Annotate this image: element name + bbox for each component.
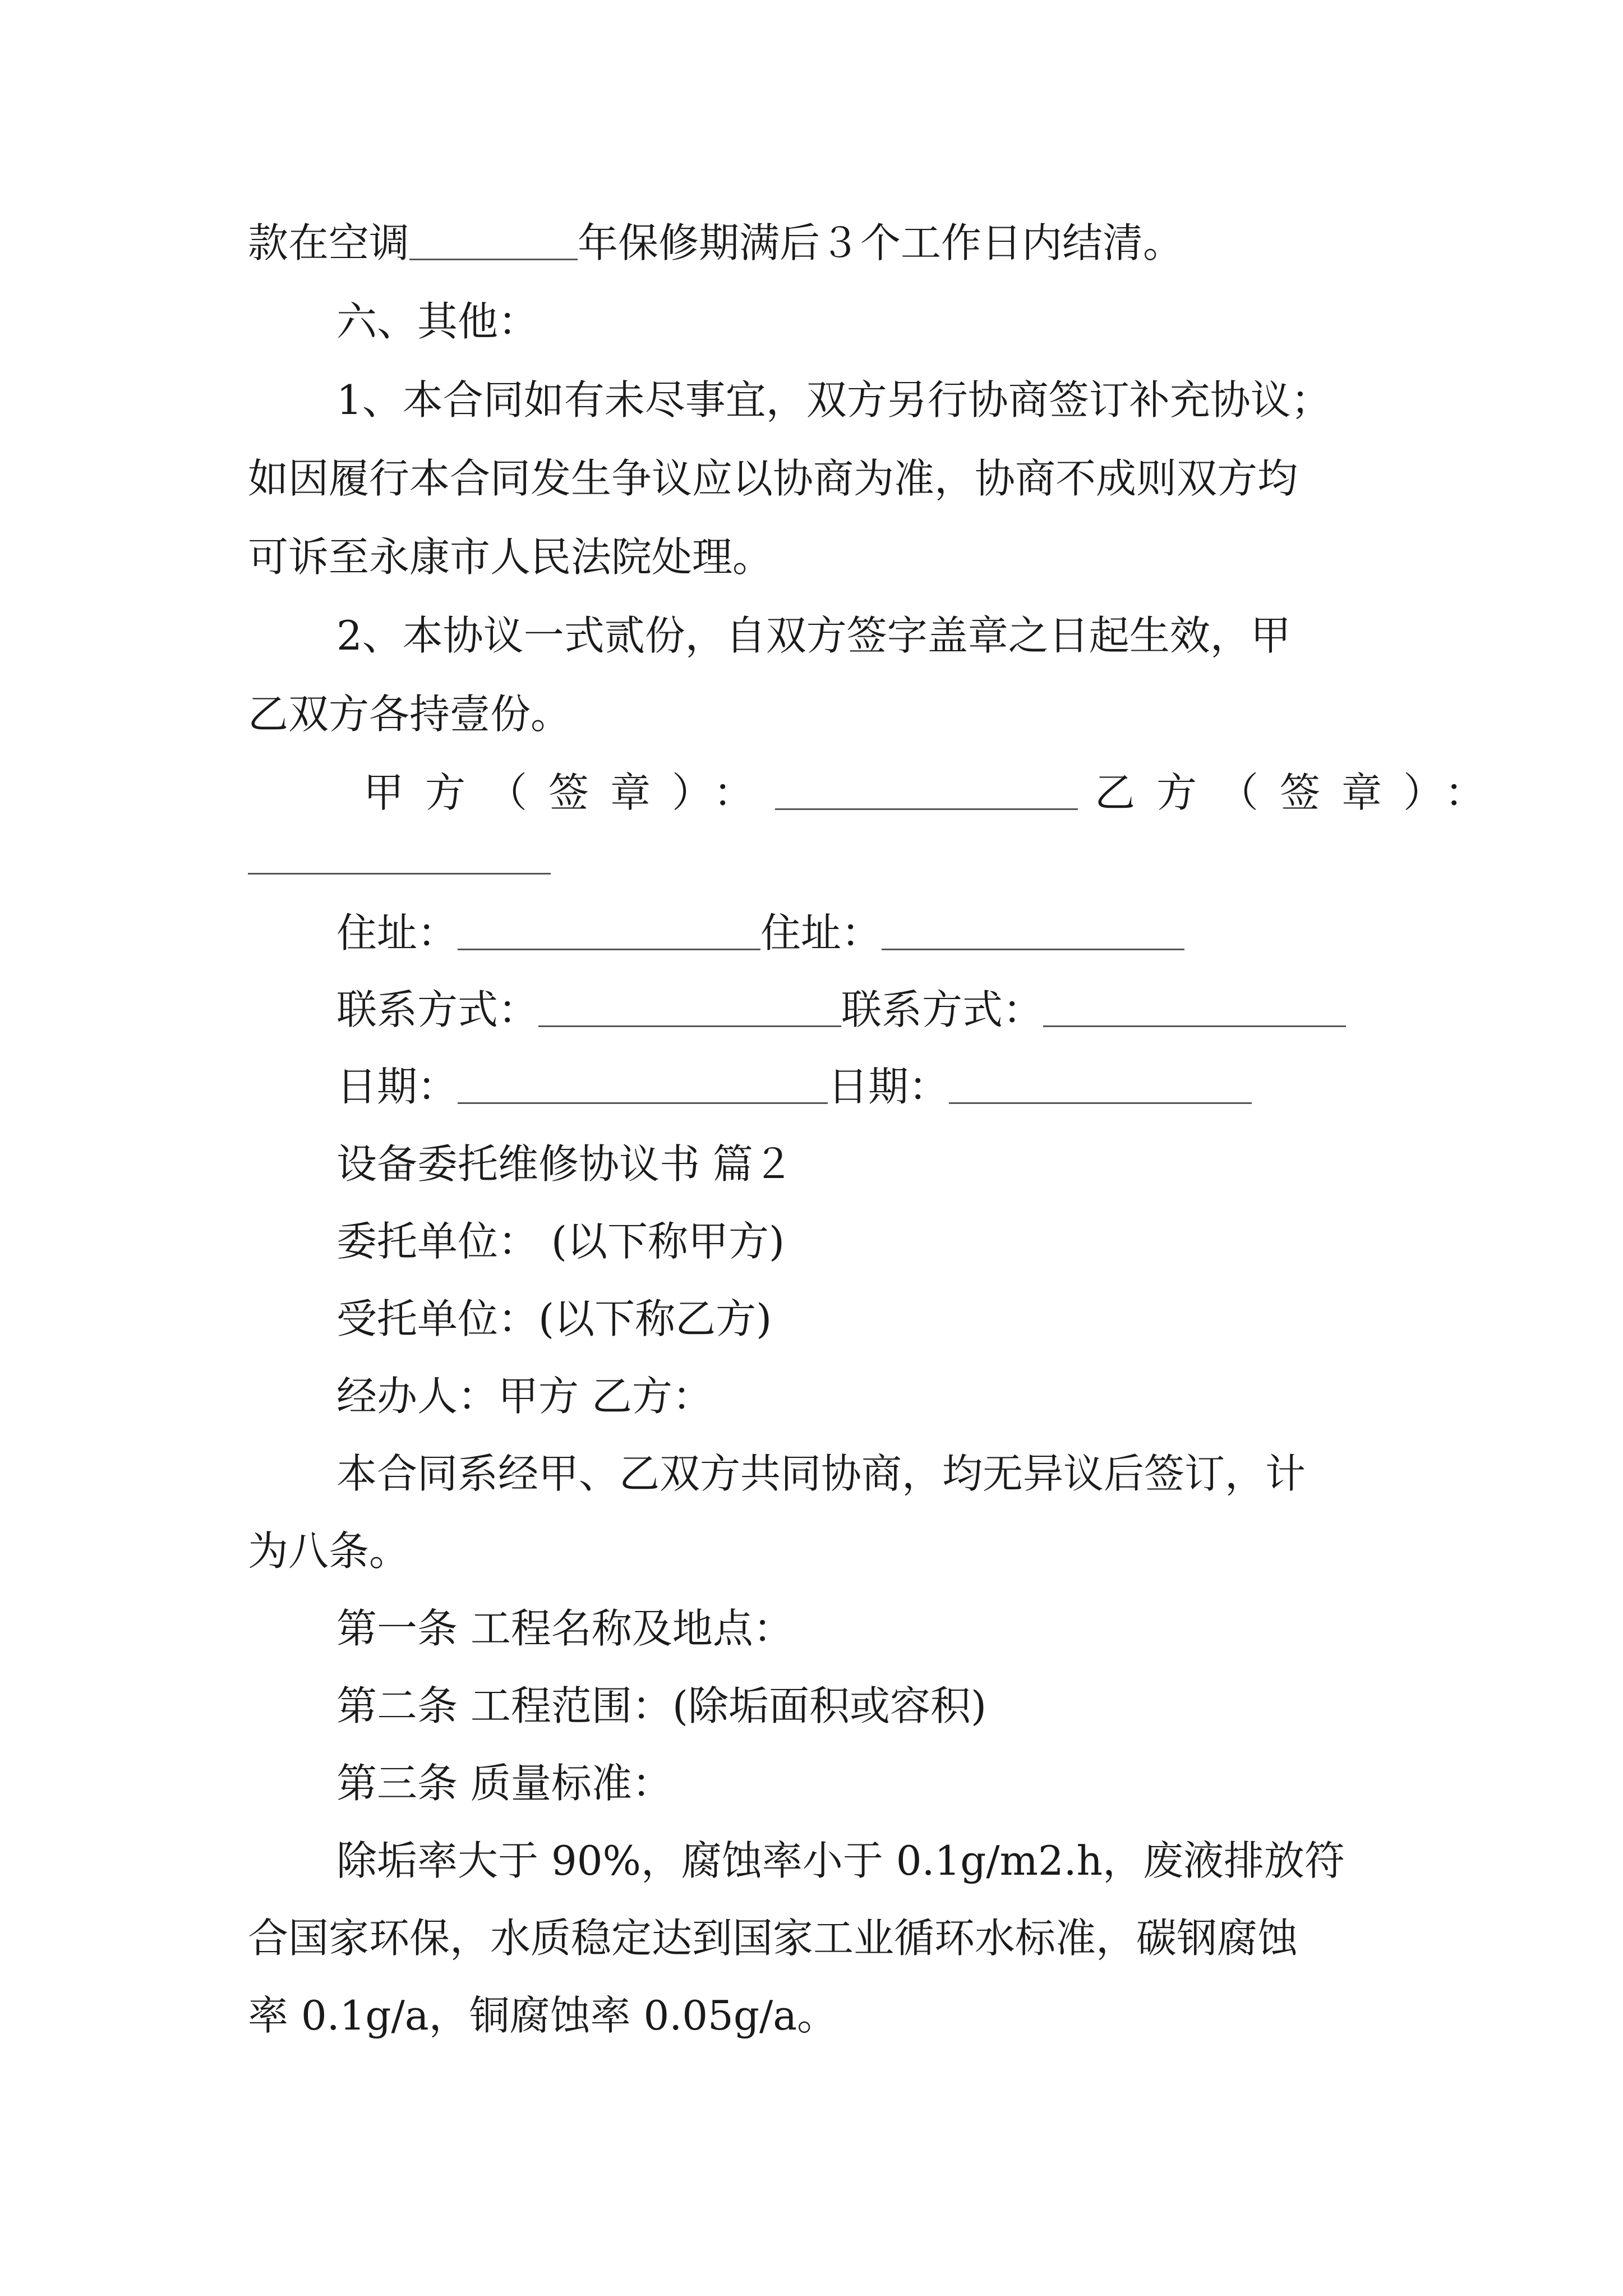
clause-1-line-2: 如因履行本合同发生争议应以协商为准，协商不成则双方均: [248, 455, 1298, 502]
party-a-contact-blank: [538, 1014, 841, 1027]
agreement-2-title: 设备委托维修协议书 篇２: [336, 1140, 794, 1188]
standard-line-3: 率 0.1g/a，铜腐蚀率 0.05g/a。: [248, 1992, 838, 2039]
party-a-signature-label: 甲方（签章）：: [363, 769, 776, 816]
clause-2-line-2: 乙双方各持壹份。: [248, 691, 571, 738]
party-b-signature-blank: [248, 873, 551, 875]
party-b-date-blank: [949, 1091, 1252, 1104]
standard-line-2: 合国家环保，水质稳定达到国家工业循环水标准，碳钢腐蚀: [248, 1915, 1298, 1962]
party-a-date-label: 日期：: [336, 1063, 458, 1110]
blank-field: [409, 247, 578, 260]
section-heading-other: 六、其他：: [336, 298, 539, 345]
article-1: 第一条 工程名称及地点：: [336, 1605, 794, 1652]
party-b-date-label: 日期：: [828, 1063, 949, 1110]
party-a-address-label: 住址：: [336, 909, 458, 956]
clause-1-line-3: 可诉至永康市人民法院处理。: [248, 533, 773, 581]
payment-text-a: 款在空调: [248, 219, 410, 266]
article-3: 第三条 质量标准：: [336, 1760, 672, 1807]
party-b-signature-label: 乙方（签章）：: [1095, 769, 1507, 816]
payment-line: [248, 212, 1392, 274]
standard-line-1: 除垢率大于 90%，腐蚀率小于 0.1g/m2.h，废液排放符: [336, 1837, 1345, 1884]
article-2: 第二条 工程范围：(除垢面积或容积): [336, 1682, 987, 1729]
signature-line: [363, 762, 1507, 823]
address-line: [336, 902, 1402, 964]
clause-2-line-1: 2、本协议一式贰份，自双方签字盖章之日起生效，甲: [336, 612, 1291, 659]
party-a-date-blank: [458, 1091, 828, 1104]
intro-line-1: 本合同系经甲、乙双方共同协商，均无异议后签订，计: [336, 1450, 1306, 1497]
party-a-signature-blank: [775, 797, 1078, 810]
entrusted-party: 受托单位：(以下称乙方): [336, 1295, 772, 1342]
entrusting-party: 委托单位： (以下称甲方): [336, 1218, 785, 1265]
intro-line-2: 为八条。: [248, 1527, 410, 1575]
party-b-address-blank: [882, 937, 1184, 950]
party-b-contact-label: 联系方式：: [841, 986, 1044, 1033]
party-b-address-label: 住址：: [760, 909, 882, 956]
payment-text-b: 年保修期满后３个工作日内结清。: [578, 219, 1184, 266]
date-line: [336, 1056, 1402, 1117]
handler-line: 经办人：甲方 乙方：: [336, 1373, 713, 1420]
clause-1-line-1: 1、本合同如有未尽事宜，双方另行协商签订补充协议；: [336, 376, 1331, 424]
party-a-contact-label: 联系方式：: [336, 986, 539, 1033]
party-b-contact-blank: [1043, 1014, 1346, 1027]
contact-line: [336, 979, 1402, 1041]
party-a-address-blank: [458, 937, 760, 950]
